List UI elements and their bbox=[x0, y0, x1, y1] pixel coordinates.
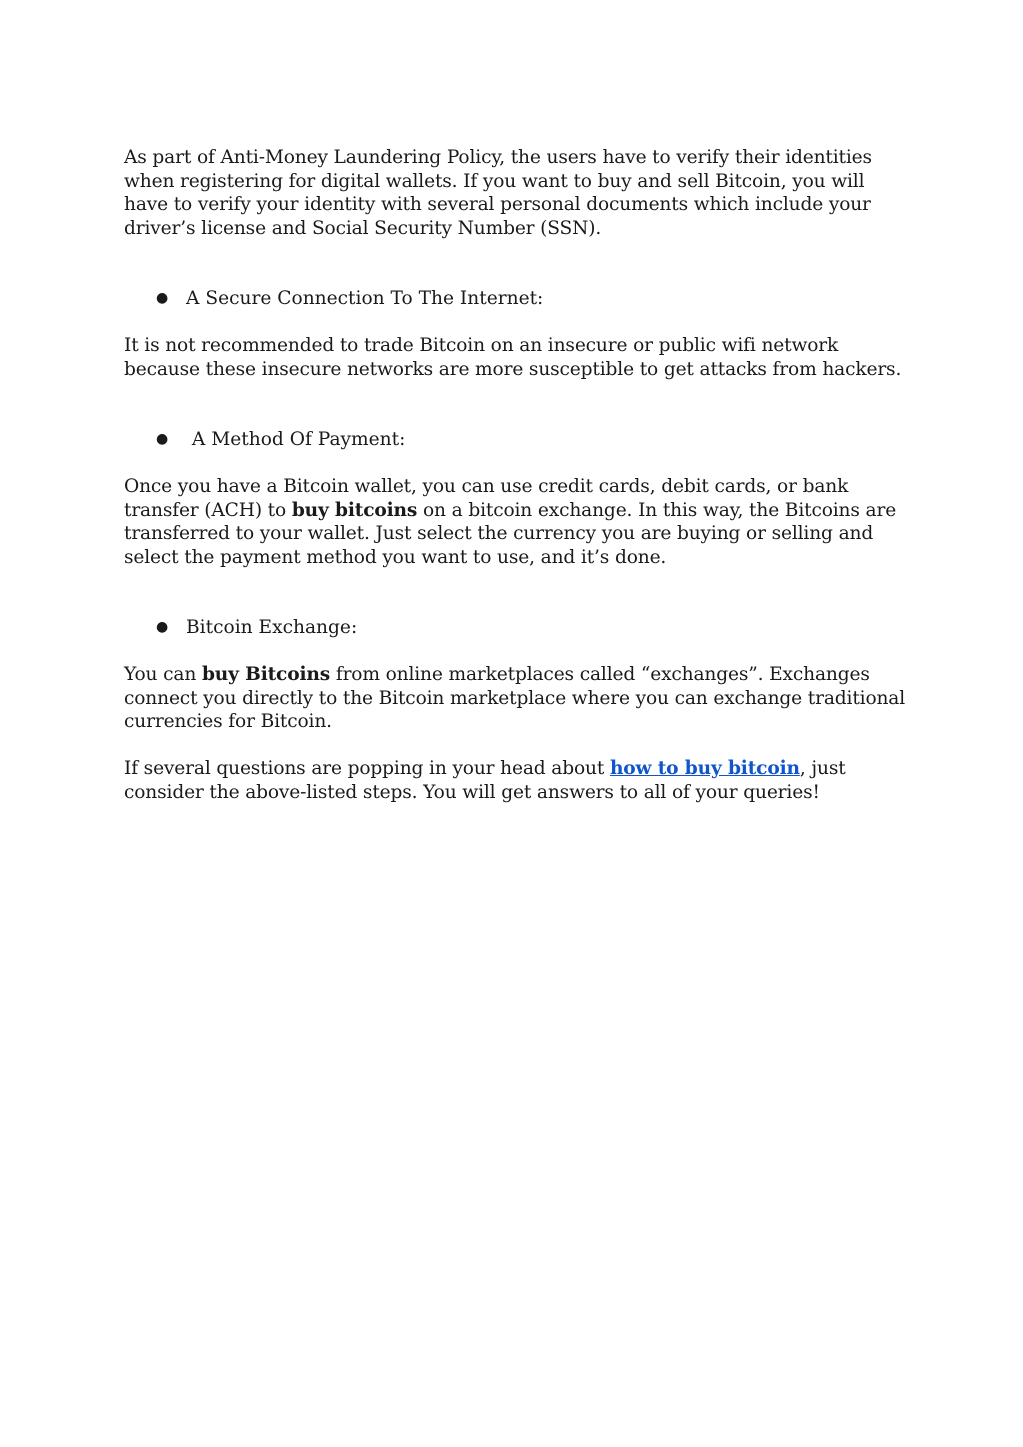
bold-buy-bitcoins: buy bitcoins bbox=[291, 499, 418, 521]
paragraph-closing-text-after: , just consider the above-listed steps. You will get answers to all of your queries! bbox=[124, 758, 846, 803]
paragraph-aml-policy-text: As part of Anti-Money Laundering Policy, the users have to verify their identities when registering for digital wallets. If you want to buy and sell Bitcoin, you will have to verify your identity with several personal documents which include your driver’s license and Social Security Number (SSN). bbox=[124, 147, 872, 239]
paragraph-bitcoin-exchange bbox=[124, 663, 914, 734]
paragraph-method-of-payment bbox=[124, 475, 914, 569]
bullet-method-of-payment bbox=[124, 428, 914, 452]
paragraph-payment-text-before: Once you have a Bitcoin wallet, you can use credit cards, debit cards, or bank transfer (ACH) to bbox=[124, 476, 849, 521]
how-to-buy-bitcoin-link[interactable]: how to buy bitcoin bbox=[609, 758, 800, 779]
bullet-secure-connection bbox=[124, 287, 914, 311]
bold-buy-bitcoins-exchange: buy Bitcoins bbox=[201, 664, 331, 685]
bullet-bitcoin-exchange-label: Bitcoin Exchange: bbox=[186, 617, 358, 638]
spacer bbox=[124, 381, 914, 428]
spacer bbox=[124, 452, 914, 476]
paragraph-closing bbox=[124, 757, 914, 804]
spacer bbox=[124, 240, 914, 287]
paragraph-secure-connection bbox=[124, 334, 914, 381]
bullet-method-of-payment-label: A Method Of Payment: bbox=[186, 429, 406, 450]
spacer bbox=[124, 569, 914, 616]
paragraph-exchange-text-after: from online marketplaces called “exchanges”. Exchanges connect you directly to the Bitcoin marketplace where you can exchange traditional currencies for Bitcoin. bbox=[124, 664, 906, 732]
bullet-dot-icon: ● bbox=[156, 619, 169, 635]
spacer bbox=[124, 734, 914, 758]
bullet-dot-icon: ● bbox=[156, 431, 169, 447]
paragraph-closing-text-before: If several questions are popping in your head about bbox=[124, 758, 610, 779]
document-body bbox=[124, 146, 914, 804]
bullet-bitcoin-exchange bbox=[124, 616, 914, 640]
paragraph-exchange-text-before: You can bbox=[124, 664, 202, 685]
bullet-dot-icon: ● bbox=[156, 290, 169, 306]
bullet-secure-connection-label: A Secure Connection To The Internet: bbox=[186, 288, 544, 309]
paragraph-payment-text-after: on a bitcoin exchange. In this way, the Bitcoins are transferred to your wallet. Just select the currency you are buying or selling and select the payment method you want to use, and it’s done. bbox=[124, 499, 897, 568]
spacer bbox=[124, 640, 914, 664]
paragraph-aml-policy bbox=[124, 146, 914, 240]
paragraph-secure-connection-text: It is not recommended to trade Bitcoin on an insecure or public wifi network because these insecure networks are more susceptible to get attacks from hackers. bbox=[124, 335, 902, 380]
spacer bbox=[124, 311, 914, 335]
